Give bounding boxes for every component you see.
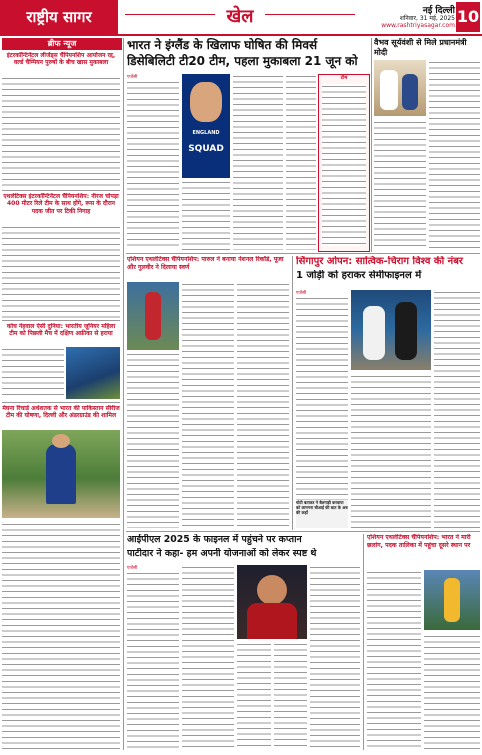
athlete-figure bbox=[145, 292, 161, 340]
women-cricketer-photo bbox=[2, 430, 120, 518]
athlete-running-photo bbox=[127, 282, 179, 350]
england-caption: ENGLAND bbox=[192, 130, 220, 136]
athletics-headline: एशियन एथलेटिक्स चैंपियनशिप: पारुल ने बनाया नेशनल रिकॉर्ड, पूजा और गुलवीर ने दिलाया स्वर्ण bbox=[127, 256, 284, 271]
player-figure bbox=[46, 444, 76, 504]
athletics-body-3 bbox=[237, 282, 289, 528]
ipl-byline: एजेंसी bbox=[127, 566, 138, 571]
singapore-headline-1: सिंगापुर ओपन: सात्विक-चिराग विश्व की नंबर bbox=[296, 256, 464, 267]
ipl-body-1 bbox=[127, 571, 179, 750]
player-head bbox=[257, 575, 287, 605]
athlete-figure bbox=[444, 578, 460, 622]
lead-body-1 bbox=[127, 80, 179, 250]
column-rule bbox=[371, 38, 372, 252]
lead-body-3 bbox=[233, 74, 283, 250]
singapore-body-1 bbox=[296, 296, 348, 528]
edition-city: नई दिल्ली bbox=[422, 6, 455, 16]
infobox-title: टीम bbox=[340, 75, 348, 81]
brief-headline-2: एथलेटिक्स इंटरकॉन्टिनेंटल चैंपियनशिप: नीरज चोपड़ा 400 मीटर रिले टीम के साथ होंगे, रूस के दौरान पदक जीत पर टिकी निगाह bbox=[3, 193, 119, 215]
paper-logo: राष्ट्रीय सागर bbox=[0, 0, 118, 34]
ipl-body-4 bbox=[274, 642, 307, 750]
person-figure bbox=[380, 70, 398, 110]
section-rule bbox=[126, 531, 480, 532]
brief-body-4 bbox=[2, 522, 120, 750]
right-bottom-headline: एशियन एथलेटिक्स चैंपियनशिप: भारत ने मारी छलांग, पदक तालिका में पहुंचा दूसरे स्थान पर bbox=[367, 534, 471, 549]
england-squad-graphic bbox=[182, 74, 230, 178]
side-body-1 bbox=[374, 120, 426, 250]
brief-headline-1: इंटरकॉन्टिनेंटल लीजेंड्स चैंपियनशिप आयोजन रद्द, वर्ल्ड चैम्पियन पुरुषों के बीच खास मुकाबला bbox=[6, 52, 116, 67]
lead-body-4 bbox=[286, 74, 316, 250]
ipl-body-2 bbox=[182, 565, 234, 750]
brief-body-3 bbox=[2, 347, 64, 399]
singapore-sidebar-headline: चोटी बताकर ने बैलगाड़ी करवाया को लामगना बीआई की बात के अब की कहाँ bbox=[296, 500, 348, 528]
player-figure bbox=[363, 306, 385, 360]
divider bbox=[2, 402, 120, 403]
website: www.rashtriyasagar.com bbox=[381, 22, 455, 29]
brief-headline-3: कोच नेहवाल ऐसी दुनिया: भारतीय जूनियर महिला टीम को पिछली मैच में दक्षिण अफ्रीका से हराया bbox=[6, 323, 116, 338]
page-number: 10 bbox=[456, 2, 480, 32]
section-rule bbox=[126, 253, 480, 254]
brief-body-1 bbox=[2, 76, 120, 188]
column-rule bbox=[123, 38, 124, 750]
squad-caption: SQUAD bbox=[188, 144, 224, 154]
badminton-pair-photo bbox=[351, 290, 431, 370]
team-infobox bbox=[318, 74, 370, 252]
ipl-headline-1: आईपीएल 2025 के फाइनल में पहुंचने पर कप्तान bbox=[127, 534, 302, 545]
ipl-body-5 bbox=[310, 565, 360, 750]
athletics-body-1 bbox=[127, 352, 179, 528]
lead-headline-2: डिसेबिलिटी टी20 टीम, पहला मुकाबला 21 जून को bbox=[127, 54, 358, 68]
ipl-headline-2: पाटीदार ने कहा- हम अपनी योजनाओं को लेकर स्पष्ट थे bbox=[127, 548, 317, 559]
singapore-headline-2: 1 जोड़ी को हराकर सेमीफाइनल में bbox=[296, 270, 422, 281]
player-figure bbox=[395, 302, 417, 360]
column-rule bbox=[363, 534, 364, 750]
player-jersey bbox=[247, 603, 297, 639]
divider bbox=[2, 320, 120, 321]
modi-meeting-photo bbox=[374, 60, 426, 116]
section-title: खेल bbox=[215, 4, 265, 28]
lead-body-2 bbox=[182, 180, 230, 250]
person-figure bbox=[402, 74, 418, 110]
brief-headline-4: मेघना रिचार्ड अर्धशतक से भारत की पाकिस्तान सीरीज टीम की घोषणा, दिल्ली और अंडरग्राउंड की शामिल bbox=[2, 405, 120, 420]
side-body-2 bbox=[429, 60, 480, 250]
ipl-body-3 bbox=[237, 642, 271, 750]
athletics-body-2 bbox=[182, 282, 234, 528]
divider bbox=[2, 190, 120, 191]
right-bottom-body-2 bbox=[424, 634, 480, 750]
brief-body-2 bbox=[2, 225, 120, 318]
side-headline: वैभव सूर्यवंशी से मिले प्रधानमंत्री मोदी bbox=[374, 38, 467, 57]
player-head bbox=[52, 434, 70, 448]
lead-byline: एजेंसी bbox=[127, 75, 138, 80]
lead-headline-1: भारत ने इंग्लैंड के खिलाफ घोषित की मिवर्स bbox=[127, 38, 318, 52]
right-bottom-body-1 bbox=[367, 570, 421, 750]
column-rule bbox=[292, 256, 293, 530]
infobox-list bbox=[322, 84, 366, 246]
singapore-body-3 bbox=[434, 290, 480, 528]
singapore-byline: एजेंसी bbox=[296, 291, 307, 296]
edition-date: शनिवार, 31 मई, 2025 bbox=[399, 15, 455, 22]
singapore-body-2 bbox=[351, 374, 431, 528]
cricket-player-photo bbox=[66, 347, 120, 399]
patidar-photo bbox=[237, 565, 307, 639]
player-figure bbox=[190, 82, 222, 122]
athlete-photo bbox=[424, 570, 480, 630]
brief-news-band: ब्रीफ न्यूज bbox=[2, 38, 122, 50]
